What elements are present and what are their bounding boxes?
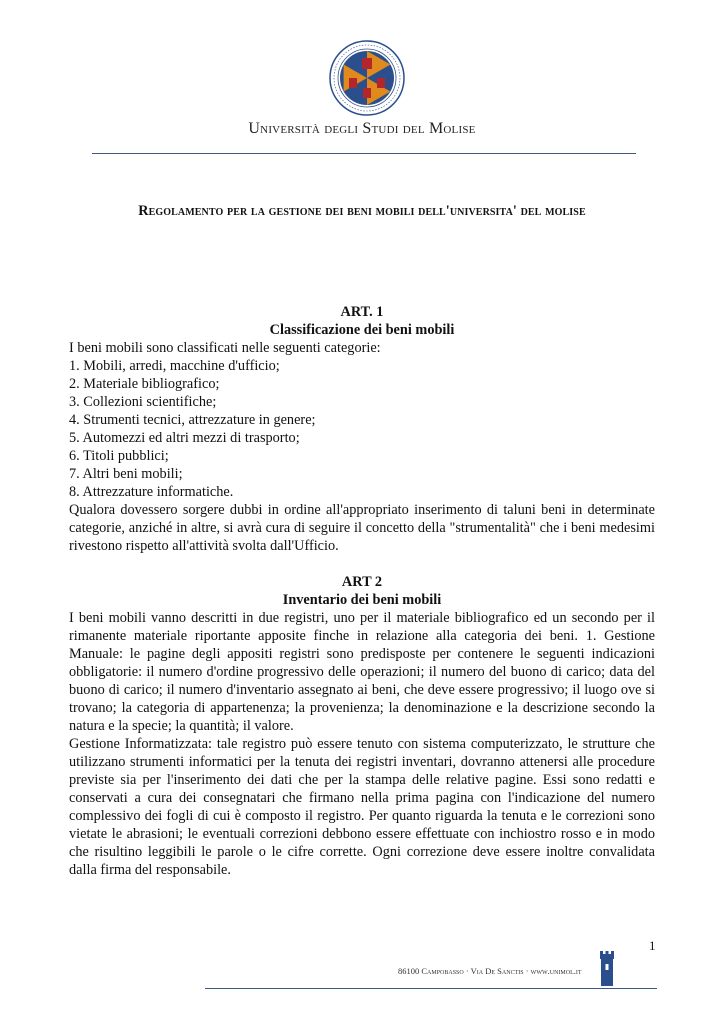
university-name: Università degli Studi del Molise <box>248 120 476 137</box>
art1-subheading: Classificazione dei beni mobili <box>269 322 455 338</box>
section-spacer <box>69 555 655 573</box>
university-seal-icon <box>329 40 405 116</box>
art1-intro: I beni mobili sono classificati nelle seguenti categorie: <box>69 340 381 356</box>
art2-heading: ART 2 <box>341 574 383 590</box>
header-divider <box>92 153 636 154</box>
art2-subheading: Inventario dei beni mobili <box>282 592 442 608</box>
list-item: 8. Attrezzature informatiche. <box>69 484 234 500</box>
document-title: Regolamento per la gestione dei beni mobili dell'universita' del molise <box>138 203 586 219</box>
list-item: 3. Collezioni scientifiche; <box>69 394 217 410</box>
list-item: 7. Altri beni mobili; <box>69 466 183 482</box>
list-item: 2. Materiale bibliografico; <box>69 376 220 392</box>
document-body <box>69 303 655 879</box>
art1-paragraph: Qualora dovessero sorgere dubbi in ordine all'appropriato inserimento di taluni beni in determinate categorie, anziché in altre, si avrà cura di seguire il concetto della "strumentalità" che i beni medesimi rivestono rispetto all'attività svolta dall'Ufficio. <box>69 502 655 554</box>
list-item: 4. Strumenti tecnici, attrezzature in genere; <box>69 412 316 428</box>
list-item: 1. Mobili, arredi, macchine d'ufficio; <box>69 358 280 374</box>
page-number: 1 <box>649 938 656 953</box>
footer-divider <box>205 988 657 989</box>
art1-heading: ART. 1 <box>340 304 384 320</box>
list-item: 5. Automezzi ed altri mezzi di trasporto; <box>69 430 300 446</box>
art2-paragraph-2: Gestione Informatizzata: tale registro può essere tenuto con sistema computerizzato, le strutture che utilizzano strumenti informatici per la tenuta dei registri inventari, dovranno attenersi alle procedure previste sia per l'inserimento dei dati che per la stampa delle relative pagine. Essi sono redatti e conservati a cura dei consegnatari che firmano nella prima pagina con l'indicazione del numero complessivo dei fogli di cui è composto il registro. Per quanto riguarda la tenuta e le correzioni sono vietate le abrasioni; le eventuali correzioni debbono essere effettuate con inchiostro rosso e in modo che risultino leggibili le parole o le cifre corrette. Ogni correzione deve essere inoltre convalidata dalla firma del responsabile. <box>69 736 655 878</box>
list-item: 6. Titoli pubblici; <box>69 448 169 464</box>
tower-logo-icon <box>597 948 617 988</box>
university-logo <box>329 40 405 116</box>
footer-address: 86100 Campobasso · Via De Sanctis · www.unimol.it <box>398 966 582 976</box>
art2-paragraph-1: I beni mobili vanno descritti in due registri, uno per il materiale bibliografico ed un secondo per il rimanente materiale riportante apposite finche in relazione alla categoria dei beni. 1. Gestione Manuale: le pagine degli appositi registri sono predisposte per contenere le seguenti indicazioni obbligatorie: il numero d'ordine progressivo delle operazioni; il numero del buono di carico; data del buono di carico; il numero d'inventario assegnato ai beni, che deve essere progressivo; il luogo ove si trovano; la categoria di appartenenza; la provenienza; la denominazione e la descrizione secondo la natura e la specie; la quantità; il valore. <box>69 610 655 734</box>
